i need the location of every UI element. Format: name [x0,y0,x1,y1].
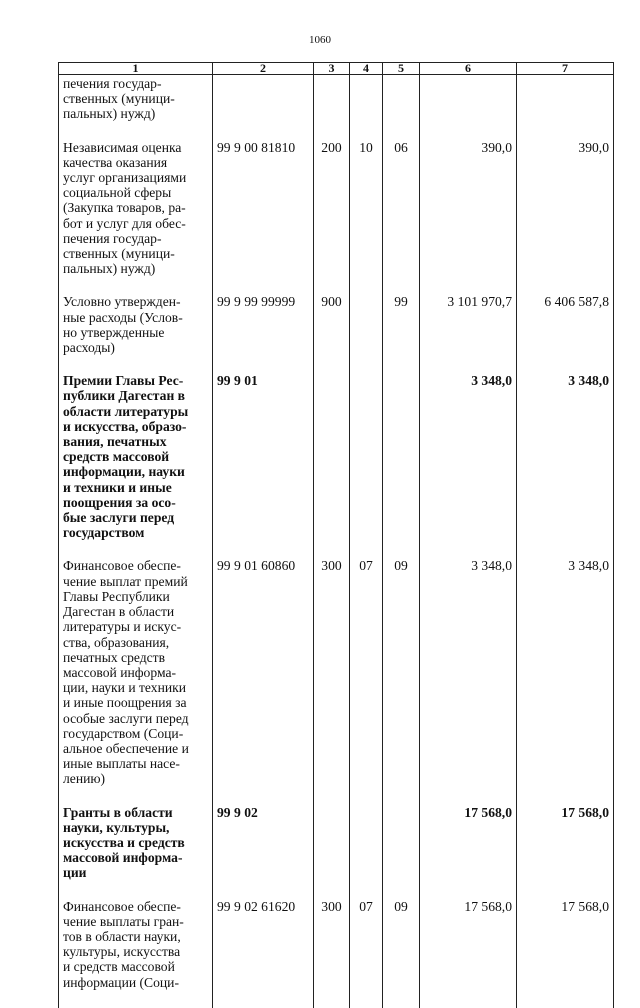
description-line: и средств массовой [63,959,175,975]
row-code: 99 9 02 [213,805,314,899]
description-line: Условно утвержден- [63,294,181,310]
description-line: ции, науки и техники [63,680,187,696]
row-description [59,140,213,295]
row-expense-type: 300 [314,558,350,804]
table-row [59,294,614,373]
description-line: массовой информа- [63,850,183,866]
row-amount-1: 3 101 970,7 [420,294,517,373]
description-line: и искусства, образо- [63,418,187,434]
description-line: ственных (муници- [63,91,175,107]
header-col-4: 4 [350,63,383,75]
row-amount-1: 3 348,0 [420,558,517,804]
description-line: (Закупка товаров, ра- [63,200,186,216]
description-line: средств массовой [63,449,170,465]
description-line: науки, культуры, [63,819,170,835]
table-row [59,140,614,295]
table-row [59,899,614,1008]
row-amount-1: 17 568,0 [420,899,517,1008]
header-col-7: 7 [517,63,614,75]
description-line: ства, образования, [63,634,170,650]
row-expense-type: 200 [314,140,350,295]
row-section: 10 [350,140,383,295]
description-line: и иные поощрения за [63,695,187,711]
row-description [59,558,213,804]
description-line: государством (Соци- [63,725,184,741]
row-description [59,899,213,1008]
description-line: тов в области науки, [63,928,181,944]
description-line: особые заслуги перед [63,710,189,726]
row-section: 07 [350,899,383,1008]
description-line: культуры, искусства [63,944,181,960]
row-subsection: 09 [383,558,420,804]
description-line: пальных) нужд) [63,106,156,122]
description-line: альное обеспечение и [63,740,189,756]
row-code: 99 9 02 61620 [213,899,314,1008]
description-line: услуг организациями [63,170,187,186]
row-amount-2: 3 348,0 [517,373,614,558]
description-line: Финансовое обеспе- [63,898,181,914]
description-line: публики Дагестан в [63,388,186,404]
description-line: области литературы [63,403,189,419]
row-amount-2: 17 568,0 [517,899,614,1008]
row-expense-type [314,373,350,558]
row-description [59,805,213,899]
row-subsection: 99 [383,294,420,373]
row-amount-1 [420,75,517,140]
row-expense-type [314,805,350,899]
description-line: государством [63,525,145,541]
description-line: пальных) нужд) [63,261,156,277]
row-subsection: 09 [383,899,420,1008]
row-code: 99 9 01 60860 [213,558,314,804]
description-line: Финансовое обеспе- [63,558,181,574]
row-subsection [383,75,420,140]
row-code: 99 9 99 99999 [213,294,314,373]
description-line: ные расходы (Услов- [63,309,183,325]
description-line: искусства и средств [63,834,185,850]
table-row [59,75,614,140]
description-line: информации, науки [63,464,185,480]
row-expense-type: 900 [314,294,350,373]
row-code: 99 9 01 [213,373,314,558]
table-header-row [59,63,614,75]
header-col-6: 6 [420,63,517,75]
row-expense-type: 300 [314,899,350,1008]
table-row [59,373,614,558]
row-expense-type [314,75,350,140]
header-col-2: 2 [213,63,314,75]
table-row [59,805,614,899]
description-line: массовой информа- [63,664,177,680]
description-line: печатных средств [63,649,166,665]
description-line: Гранты в области [63,804,173,820]
header-col-3: 3 [314,63,350,75]
page-number: 1060 [309,34,331,46]
description-line: Независимая оценка [63,139,182,155]
row-amount-2: 390,0 [517,140,614,295]
description-line: бые заслуги перед [63,510,175,526]
header-col-1: 1 [59,63,213,75]
description-line: расходы) [63,340,115,356]
row-subsection [383,805,420,899]
description-line: ственных (муници- [63,246,175,262]
description-line: поощрения за осо- [63,494,176,510]
row-description [59,294,213,373]
description-line: вания, печатных [63,434,167,450]
description-line: информации (Соци- [63,974,179,990]
description-line: печения государ- [63,230,162,246]
description-line: Премии Главы Рес- [63,373,184,389]
description-line: но утвержденные [63,324,165,340]
row-subsection: 06 [383,140,420,295]
description-line: бот и услуг для обес- [63,215,186,231]
description-line: Главы Республики [63,588,170,604]
description-line: чение выплаты гран- [63,913,184,929]
description-line: социальной сферы [63,185,172,201]
table-body [59,75,614,1008]
row-amount-1: 390,0 [420,140,517,295]
description-line: Дагестан в области [63,604,175,620]
row-description [59,75,213,140]
row-description [59,373,213,558]
row-section [350,75,383,140]
description-line: лению) [63,771,106,787]
header-col-5: 5 [383,63,420,75]
description-line: чение выплат премий [63,573,188,589]
table-row [59,558,614,804]
description-line: качества оказания [63,154,168,170]
row-section: 07 [350,558,383,804]
row-amount-1: 3 348,0 [420,373,517,558]
description-line: ции [63,865,87,881]
row-section [350,805,383,899]
row-amount-2: 6 406 587,8 [517,294,614,373]
description-line: и техники и иные [63,479,172,495]
description-line: печения государ- [63,76,162,91]
description-line: иные выплаты насе- [63,756,180,772]
row-code: 99 9 00 81810 [213,140,314,295]
row-amount-2 [517,75,614,140]
row-section [350,373,383,558]
budget-table [58,62,614,1008]
row-section [350,294,383,373]
row-amount-2: 17 568,0 [517,805,614,899]
row-subsection [383,373,420,558]
row-amount-1: 17 568,0 [420,805,517,899]
description-line: литературы и искус- [63,619,182,635]
row-amount-2: 3 348,0 [517,558,614,804]
row-code [213,75,314,140]
